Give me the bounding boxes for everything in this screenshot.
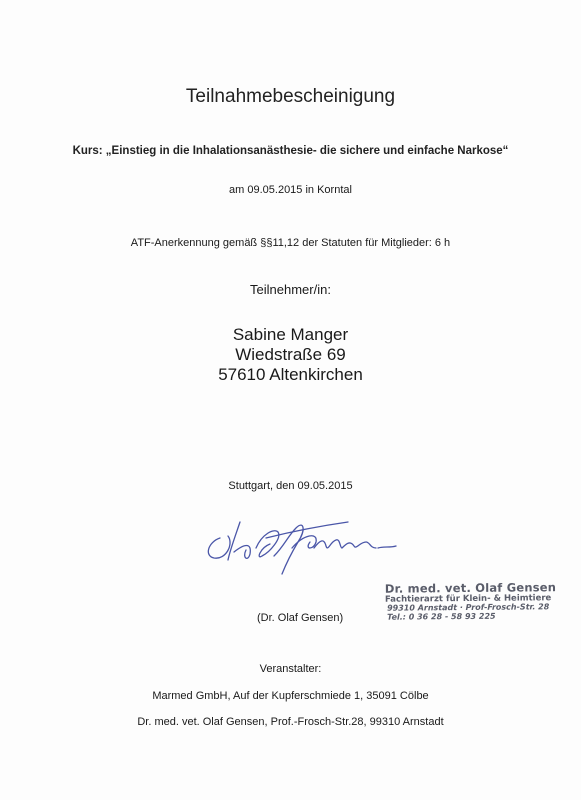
participant-name: Sabine Manger [232,325,349,344]
course-date-location: am 09.05.2015 in Korntal [229,184,352,196]
certificate-title: Teilnahmebescheinigung [185,86,396,107]
organizer-person: Dr. med. vet. Olaf Gensen, Prof.-Frosch-Str.28, 99310 Arnstadt [137,716,444,728]
participant-label: Teilnehmer/in: [250,282,331,297]
stamp-title: Fachtierarzt für Klein- & Heimtiere [384,592,552,605]
handwritten-signature [200,508,405,578]
organizer-label: Veranstalter: [259,663,322,675]
participant-city: 57610 Altenkirchen [218,365,363,384]
stamp-address: 99310 Arnstadt · Prof-Frosch-Str. 28 [387,602,550,613]
atf-recognition: ATF-Anerkennung gemäß §§11,12 der Statuten für Mitglieder: 6 h [130,237,451,249]
course-title: Kurs: „Einstieg in die Inhalationsanästhesie- die sichere und einfache Narkose“ [72,145,509,157]
stamp-phone: Tel.: 0 36 28 - 58 93 225 [387,611,496,622]
participant-street: Wiedstraße 69 [235,345,346,364]
place-date: Stuttgart, den 09.05.2015 [228,480,353,492]
veterinary-stamp [384,580,557,622]
organizer-company: Marmed GmbH, Auf der Kupferschmiede 1, 35091 Cölbe [152,690,429,702]
signer-name: (Dr. Olaf Gensen) [257,612,344,624]
stamp-name: Dr. med. vet. Olaf Gensen [384,580,557,596]
